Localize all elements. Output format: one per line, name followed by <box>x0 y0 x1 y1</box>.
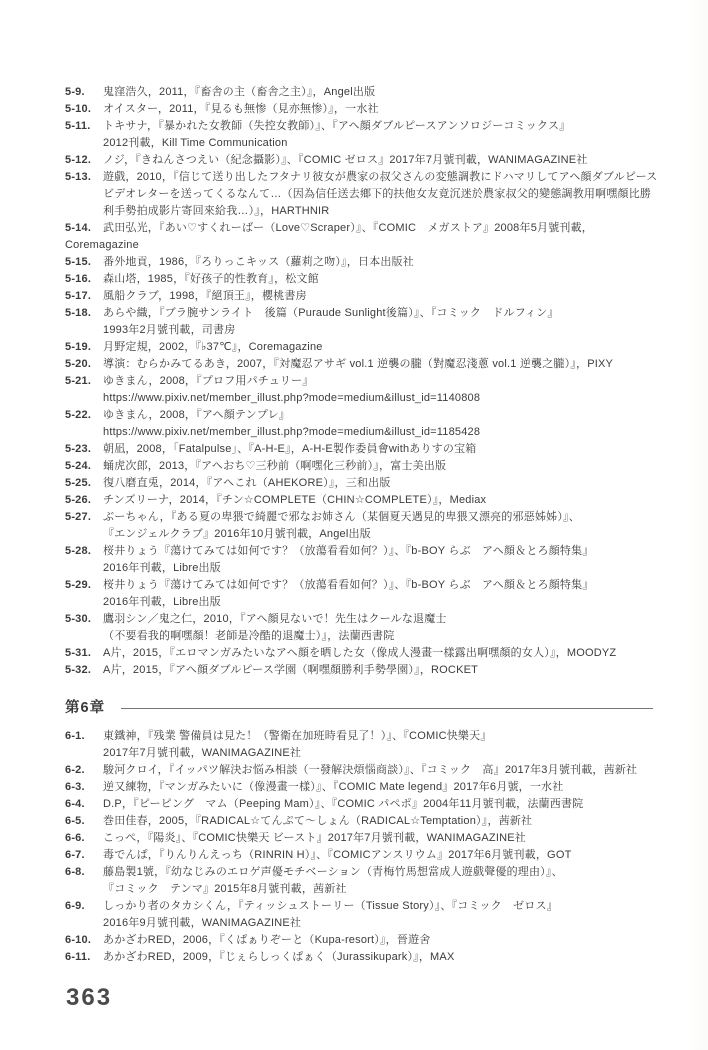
reference-entry <box>65 271 653 288</box>
reference-entry <box>65 84 653 101</box>
entry-text: 藤島製1號，『幼なじみのエロゲ声優モチベーション（青梅竹馬想當成人遊戲聲優的理由）』、 <box>103 866 563 878</box>
entry-text: 『コミック テンマ』2015年8月號刊載，茜新社 <box>103 883 347 895</box>
entry-text: あかざわRED，2009，『じぇらしっくぱぁく（Jurassikupark）』，MAX <box>103 951 455 963</box>
entry-text: 2017年7月號刊載，WANIMAGAZINE社 <box>103 747 302 759</box>
section-heading-row <box>65 700 653 717</box>
entry-number: 6-6. <box>65 832 85 844</box>
entry-number: 5-12. <box>65 154 92 166</box>
entry-number: 5-18. <box>65 307 92 319</box>
reference-entry <box>65 152 653 169</box>
reference-entry <box>65 288 653 305</box>
entry-text: Coremagazine <box>65 239 139 251</box>
entry-number: 5-20. <box>65 358 92 370</box>
entry-text: チンズリーナ，2014，『チン☆COMPLETE（CHIN☆COMPLETE）』，Mediax <box>103 494 487 506</box>
entry-text: 毒でんぱ，『りんりんえっち（RINRIN H）』、『COMICアンスリウム』2017年6月號刊載，GOT <box>103 849 572 861</box>
entry-text: 蛹虎次郎，2013，『アヘおち♡三秒前（啊嘿化三秒前）』，富士美出版 <box>103 460 447 472</box>
reference-entry <box>65 645 653 662</box>
entry-number: 6-11. <box>65 951 91 963</box>
entry-text: D.P，『ピーピング マム（Peeping Mam）』、『COMIC パペポ』2004年11月號刊載，法蘭西書院 <box>103 798 584 810</box>
reference-entry <box>65 728 653 762</box>
entry-number: 6-3. <box>65 781 85 793</box>
reference-entry <box>65 577 653 611</box>
entry-text: 月野定規，2002，『♭37℃』，Coremagazine <box>103 341 323 353</box>
reference-entry <box>65 254 653 271</box>
entry-number: 6-8. <box>65 866 85 878</box>
entry-text: ゆきまん，2008，『アヘ顔テンプレ』 <box>103 409 290 421</box>
reference-entry <box>65 932 653 949</box>
entry-number: 5-23. <box>65 443 92 455</box>
entry-number: 5-31. <box>65 647 92 659</box>
entry-text: A片，2015，『アヘ顔ダブルピース学園（啊嘿顏勝利手勢學園）』，ROCKET <box>103 664 479 676</box>
entry-text: あかざわRED，2006，『くぱぁりぞーと（Kupa-resort）』，晉遊舍 <box>103 934 431 946</box>
entry-number: 5-9. <box>65 86 85 98</box>
entry-text: あらや織，『ブラ腕サンライト 後篇（Puraude Sunlight後篇）』、『コミック ドルフィン』 <box>103 307 559 319</box>
entry-number: 6-10. <box>65 934 92 946</box>
entry-number: 5-29. <box>65 579 92 591</box>
entry-text: 利手勢拍成影片寄回來給我…）』，HARTHNIR <box>103 205 330 217</box>
entry-text: 鷹羽シン／鬼之仁，2010，『アヘ顔見ないで！先生はクールな退魔士 <box>103 613 447 625</box>
entry-text: 鬼窪浩久，2011，『畜舎の主（畜舎之主）』，Angel出版 <box>103 86 376 98</box>
reference-entry <box>65 118 653 152</box>
entry-text: 2012刊載，Kill Time Communication <box>103 137 288 149</box>
entry-number: 6-7. <box>65 849 85 861</box>
entry-number: 5-19. <box>65 341 92 353</box>
entry-text: （不要看我的啊嘿顏！老師是冷酷的退魔士）』，法蘭西書院 <box>103 630 395 642</box>
entry-text: こっぺ，『陽炎』、『COMIC快樂天 ビースト』2017年7月號刊載，WANIMAGAZINE社 <box>103 832 526 844</box>
entry-number: 5-28. <box>65 545 92 557</box>
reference-list <box>65 84 658 966</box>
reference-entry <box>65 762 653 779</box>
reference-entry <box>65 813 653 830</box>
entry-number: 5-25. <box>65 477 92 489</box>
reference-entry <box>65 847 653 864</box>
reference-entry <box>65 220 653 254</box>
entry-text: 逆又練物，『マンガみたいに（像漫畫一樣）』、『COMIC Mate legend』2017年6月號，一水社 <box>103 781 564 793</box>
reference-entry <box>65 830 653 847</box>
entry-text: 『エンジェルクラブ』2016年10月號刊載，Angel出版 <box>103 528 371 540</box>
entry-text: 桜井りょう『蕩けてみては如何です？（放蕩看看如何？）』、『b-BOY らぶ アヘ顔＆とろ顔特集』 <box>103 579 594 591</box>
entry-text: 風船クラブ，1998，『絕頂王』，櫻桃書房 <box>103 290 307 302</box>
entry-number: 6-9. <box>65 900 85 912</box>
heading-rule <box>121 708 653 710</box>
entry-url-text: https://www.pixiv.net/member_illust.php?mode=medium&illust_id=1185428 <box>103 426 481 438</box>
entry-url-text: https://www.pixiv.net/member_illust.php?mode=medium&illust_id=1140808 <box>103 392 481 404</box>
entry-number: 5-26. <box>65 494 92 506</box>
entry-text: しっかり者のタカシくん，『ティッシュストーリー（Tissue Story）』、『コミック ゼロス』 <box>103 900 558 912</box>
entry-number: 5-30. <box>65 613 92 625</box>
reference-entry <box>65 407 653 441</box>
entry-text: 番外地貢，1986，『ろりっこキッス（蘿莉之吻）』，日本出版社 <box>103 256 414 268</box>
entry-text: 巻田佳春，2005，『RADICAL☆てんぷて〜しょん（RADICAL☆Temptation）』，茜新社 <box>103 815 533 827</box>
entry-text: 2016年9月號刊載，WANIMAGAZINE社 <box>103 917 302 929</box>
entry-text: 駿河クロイ，『イッパツ解決お悩み相談（一發解決煩惱商談）』、『コミック 高』2017年3月號刊載，茜新社 <box>103 764 638 776</box>
entry-text: 導演：むらかみてるあき，2007，『対魔忍アサギ vol.1 逆襲の朧（對魔忍淺蔥 vol.1 逆襲之朧）』，PIXY <box>103 358 614 370</box>
entry-number: 6-4. <box>65 798 85 810</box>
entry-text: ゆきまん，2008，『プロフ用パチュリー』 <box>103 375 314 387</box>
entry-text: ビデオレターを送ってくるなんて…（因為信任送去鄉下的扶他女友竟沉迷於農家叔父的變態調教用啊嘿顏比勝 <box>103 188 652 200</box>
reference-entry <box>65 475 653 492</box>
entry-number: 6-1. <box>65 730 85 742</box>
section-heading: 第6章 <box>65 700 106 716</box>
entry-number: 5-10. <box>65 103 92 115</box>
entry-text: オイスター，2011，『見るも無惨（見亦無惨）』，一水社 <box>103 103 379 115</box>
reference-entry <box>65 662 653 679</box>
reference-entry <box>65 441 653 458</box>
reference-entry <box>65 305 653 339</box>
entry-text: 2016年刊載，Libre出版 <box>103 596 221 608</box>
entry-number: 5-27. <box>65 511 92 523</box>
entry-text: トキサナ，『暴かれた女教師（失控女教師）』、『アヘ顔ダブルピースアンソロジーコミックス』 <box>103 120 571 132</box>
reference-entry <box>65 169 658 220</box>
entry-number: 5-15. <box>65 256 92 268</box>
entry-number: 5-13. <box>65 171 92 183</box>
page-number: 363 <box>66 984 113 1011</box>
entry-text: A片，2015，『エロマンガみたいなアヘ顔を晒した女（像成人漫畫一樣露出啊嘿顏的女人）』，MOODYZ <box>103 647 617 659</box>
reference-entry <box>65 543 653 577</box>
reference-entry <box>65 898 653 932</box>
entry-number: 5-14. <box>65 222 92 234</box>
entry-number: 5-32. <box>65 664 92 676</box>
reference-entry <box>65 339 653 356</box>
reference-entry <box>65 509 653 543</box>
entry-text: 武田弘光，『あい♡すくれーばー（Love♡Scraper）』、『COMIC メガストア』2008年5月號刊載， <box>103 222 594 234</box>
entry-number: 5-17. <box>65 290 92 302</box>
reference-entry <box>65 356 653 373</box>
entry-text: ノジ，『きねんさつえい（紀念攝影）』、『COMIC ゼロス』2017年7月號刊載，WANIMAGAZINE社 <box>103 154 588 166</box>
entry-number: 6-5. <box>65 815 85 827</box>
entry-text: 遊戲，2010，『信じて送り出したフタナリ彼女が農家の叔父さんの変態調教にドハマリしてアヘ顔ダブルピース <box>103 171 658 183</box>
entry-text: 2016年刊載，Libre出版 <box>103 562 221 574</box>
reference-entry <box>65 373 653 407</box>
entry-number: 5-22. <box>65 409 92 421</box>
reference-entry <box>65 492 653 509</box>
entry-text: 森山塔，1985，『好孩子的性教育』，松文館 <box>103 273 319 285</box>
entry-number: 6-2. <box>65 764 85 776</box>
entry-text: 東鐵神，『残業 警備員は見た！（警衛在加班時看見了！）』、『COMIC快樂天』 <box>103 730 492 742</box>
reference-entry <box>65 458 653 475</box>
entry-number: 5-11. <box>65 120 91 132</box>
entry-text: 桜井りょう『蕩けてみては如何です？（放蕩看看如何？）』、『b-BOY らぶ アヘ顔＆とろ顔特集』 <box>103 545 594 557</box>
reference-entry <box>65 864 653 898</box>
entry-text: 1993年2月號刊載，司書房 <box>103 324 236 336</box>
reference-entry <box>65 611 653 645</box>
entry-text: 朝凪，2008，「Fatalpulse」、『A-H-E』，A-H-E製作委員會withありすの宝箱 <box>103 443 477 455</box>
reference-entry <box>65 796 653 813</box>
entry-number: 5-16. <box>65 273 92 285</box>
entry-text: ぶーちゃん，『ある夏の卑猥で綺麗で邪なお姉さん（某個夏天遇見的卑猥又漂亮的邪惡姊姊）』、 <box>103 511 580 523</box>
reference-entry <box>65 779 653 796</box>
entry-number: 5-21. <box>65 375 92 387</box>
entry-text: 復八磨直兎，2014，『アヘこれ（AHEKORE）』，三和出版 <box>103 477 391 489</box>
entry-number: 5-24. <box>65 460 92 472</box>
reference-entry <box>65 101 653 118</box>
reference-entry <box>65 949 653 966</box>
